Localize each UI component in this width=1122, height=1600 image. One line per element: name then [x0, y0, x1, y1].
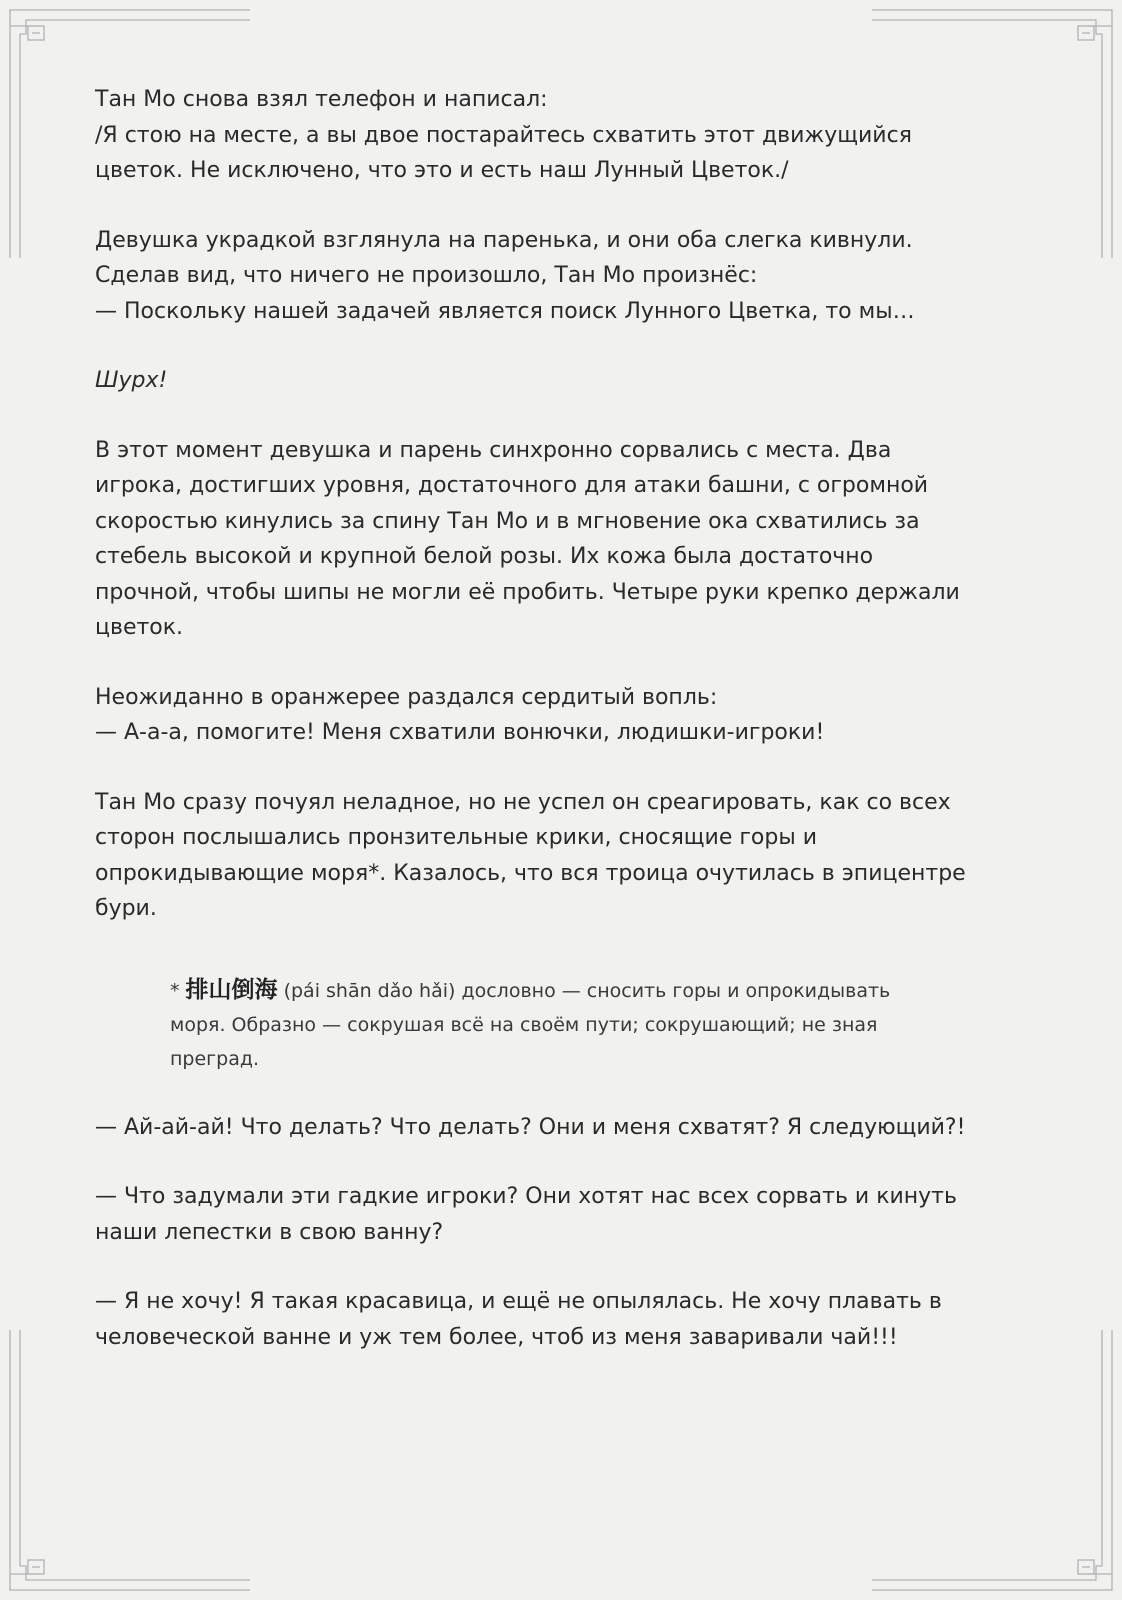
text-line: Тан Мо снова взял телефон и написал: — [95, 87, 548, 112]
footnote-line — [170, 973, 1035, 1008]
paragraph-6 — [95, 785, 1035, 927]
paragraph-sound-effect — [95, 363, 1035, 399]
footnote — [170, 973, 1035, 1076]
document-body — [95, 82, 1035, 1389]
text-line: — Поскольку нашей задачей является поиск Лунного Цветка, то мы… — [95, 298, 915, 324]
text-line: — Что задумали эти гадкие игроки? Они хотят нас всех сорвать и кинуть — [95, 1184, 957, 1209]
footnote-hanzi: 排山倒海 — [185, 976, 278, 1003]
footnote-marker: * — [170, 979, 186, 1002]
paragraph-8 — [95, 1179, 1035, 1250]
text-line: — Ай-ай-ай! Что делать? Что делать? Они и меня схватят? Я следующий?! — [95, 1114, 966, 1140]
paragraph-9 — [95, 1284, 1035, 1355]
text-line: скоростью кинулись за спину Тан Мо и в мгновение ока схватились за — [95, 508, 920, 534]
paragraph-5 — [95, 680, 1035, 751]
text-line: бури. — [95, 896, 157, 921]
text-line: Шурх! — [95, 368, 168, 393]
text-line: — Я не хочу! Я такая красавица, и ещё не опылялась. Не хочу плавать в — [95, 1289, 942, 1314]
text-line: наши лепестки в свою ванну? — [95, 1219, 444, 1245]
paragraph-1 — [95, 82, 1035, 189]
text-line: игрока, достигших уровня, достаточного для атаки башни, с огромной — [95, 473, 929, 498]
text-line: человеческой ванне и уж тем более, чтоб из меня заваривали чай!!! — [95, 1324, 898, 1350]
paragraph-7 — [95, 1110, 1035, 1146]
footnote-definition: (pái shān dǎo hǎi) дословно — сносить горы и опрокидывать — [277, 979, 891, 1002]
text-line: цветок. Не исключено, что это и есть наш Лунный Цветок./ — [95, 158, 789, 183]
text-line: Неожиданно в оранжерее раздался сердитый вопль: — [95, 684, 718, 710]
text-line: Сделав вид, что ничего не произошло, Тан Мо произнёс: — [95, 263, 758, 288]
paragraph-4 — [95, 433, 1035, 646]
text-line: цветок. — [95, 615, 184, 640]
text-line: /Я стою на месте, а вы двое постарайтесь схватить этот движущийся — [95, 122, 912, 148]
footnote-line: моря. Образно — сокрушая всё на своём пути; сокрушающий; не зная — [170, 1013, 878, 1036]
text-line: Девушка украдкой взглянула на паренька, и они оба слегка кивнули. — [95, 227, 913, 253]
text-line: В этот момент девушка и парень синхронно сорвались с места. Два — [95, 437, 892, 463]
text-line: сторон послышались пронзительные крики, сносящие горы и — [95, 825, 818, 850]
text-line: — А-а-а, помогите! Меня схватили вонючки, людишки-игроки! — [95, 720, 825, 745]
text-line: Тан Мо сразу почуял неладное, но не успел он среагировать, как со всех — [95, 789, 951, 815]
paragraph-2 — [95, 223, 1035, 330]
text-line: опрокидывающие моря*. Казалось, что вся троица очутилась в эпицентре — [95, 860, 966, 886]
footnote-line: преград. — [170, 1047, 260, 1070]
text-line: стебель высокой и крупной белой розы. Их кожа была достаточно — [95, 544, 874, 569]
text-line: прочной, чтобы шипы не могли её пробить. Четыре руки крепко держали — [95, 579, 960, 605]
